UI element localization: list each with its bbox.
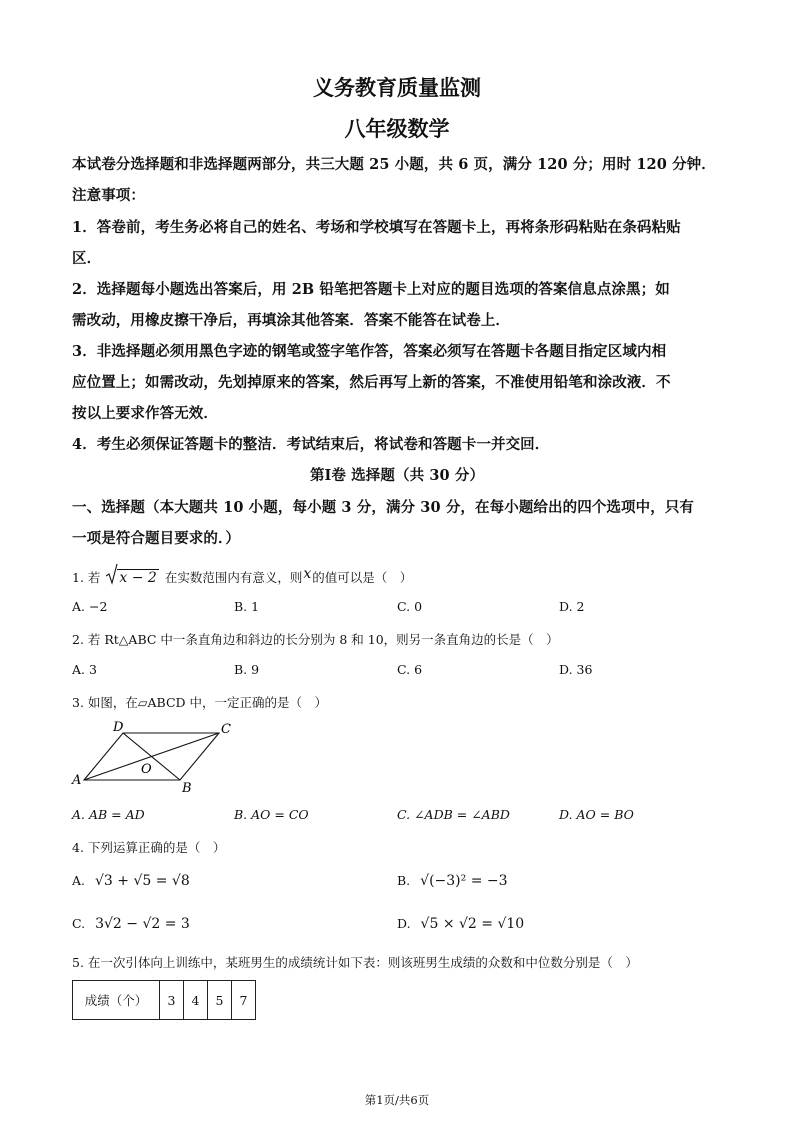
table-cell: 4 xyxy=(184,981,208,1020)
notice-3-line-3: 按以上要求作答无效． xyxy=(72,405,218,422)
section-heading: 第Ⅰ卷 选择题（共 30 分） xyxy=(309,467,485,484)
q4-option-a[interactable] xyxy=(72,873,190,889)
exam-subtitle: 八年级数学 xyxy=(344,116,450,141)
notice-1-line-2: 区． xyxy=(72,250,102,267)
notice-heading: 注意事项： xyxy=(72,187,145,204)
q2-option-a[interactable]: A. 3 xyxy=(72,662,97,677)
q3-option-d[interactable]: D. AO = BO xyxy=(559,807,634,822)
question-3: 3. 如图，在▱ABCD 中，一定正确的是（ ） xyxy=(72,695,328,710)
notice-3-line-2: 应位置上；如需改动，先划掉原来的答案，然后再写上新的答案，不准使用铅笔和涂改液．不 xyxy=(72,374,671,391)
q4-option-c-expr: 3√2 − √2 = 3 xyxy=(95,916,190,932)
question-4: 4. 下列运算正确的是（ ） xyxy=(72,840,226,855)
q1-prefix: 1. 若 xyxy=(72,570,101,585)
question-2: 2. 若 Rt△ABC 中一条直角边和斜边的长分别为 8 和 10，则另一条直角边的长是（ ） xyxy=(72,632,559,647)
q4-option-c-label: C. xyxy=(72,916,86,931)
exam-title: 义务教育质量监测 xyxy=(313,75,481,100)
q1-text-end: 的值可以是（ ） xyxy=(312,570,413,585)
q1-radicand: x − 2 xyxy=(119,570,157,586)
table-cell: 3 xyxy=(160,981,184,1020)
section-instruction-line-2: 一项是符合题目要求的．） xyxy=(72,530,240,547)
q4-option-b-expr: √(−3)² = −3 xyxy=(420,873,508,889)
notice-1-line-1: 1．答卷前，考生务必将自己的姓名、考场和学校填写在答题卡上，再将条形码粘贴在条码粘贴 xyxy=(72,219,681,236)
q4-option-b[interactable] xyxy=(397,873,508,889)
q1-option-a[interactable]: A. −2 xyxy=(72,599,108,614)
q4-option-a-label: A. xyxy=(72,873,86,888)
section-instruction-line-1: 一、选择题（本大题共 10 小题，每小题 3 分，满分 30 分，在每小题给出的四个选项中，只有 xyxy=(72,499,695,516)
q1-radical xyxy=(106,570,158,586)
q1-text: 在实数范围内有意义，则 xyxy=(164,570,303,585)
q3-option-b[interactable]: B. AO = CO xyxy=(234,807,309,822)
notice-2-line-1: 2．选择题每小题选出答案后，用 2B 铅笔把答题卡上对应的题目选项的答案信息点涂黑；如 xyxy=(72,281,670,298)
label-b: B xyxy=(182,781,192,794)
q3-option-a[interactable]: A. AB = AD xyxy=(72,807,145,822)
table-cell: 7 xyxy=(232,981,256,1020)
q1-variable: x xyxy=(303,566,312,582)
q4-option-d-label: D. xyxy=(397,916,411,931)
q3-option-c[interactable]: C. ∠ADB = ∠ABD xyxy=(397,807,510,822)
notice-4-line-1: 4．考生必须保证答题卡的整洁．考试结束后，将试卷和答题卡一并交回． xyxy=(72,436,550,453)
q1-option-d[interactable]: D. 2 xyxy=(559,599,585,614)
radical-sign-icon xyxy=(106,563,118,585)
notice-2-line-2: 需改动，用橡皮擦干净后，再填涂其他答案．答案不能答在试卷上． xyxy=(72,312,510,329)
label-a: A xyxy=(72,773,82,788)
q2-option-d[interactable]: D. 36 xyxy=(559,662,593,677)
q4-option-a-expr: √3 + √5 = √8 xyxy=(95,873,190,889)
page-footer: 第1页/共6页 xyxy=(364,1093,430,1107)
notice-3-line-1: 3．非选择题必须用黑色字迹的钢笔或签字笔作答，答案必须写在答题卡各题目指定区域内相 xyxy=(72,343,667,360)
q2-option-b[interactable]: B. 9 xyxy=(234,662,260,677)
table-header-cell: 成绩（个） xyxy=(73,981,160,1020)
q1-option-c[interactable]: C. 0 xyxy=(397,599,423,614)
intro-text: 本试卷分选择题和非选择题两部分，共三大题 25 小题，共 6 页，满分 120 分；用时 120 分钟． xyxy=(72,156,716,173)
score-table xyxy=(72,980,256,1020)
q4-option-d[interactable] xyxy=(397,916,524,932)
question-5: 5. 在一次引体向上训练中，某班男生的成绩统计如下表：则该班男生成绩的众数和中位数分别是（ ） xyxy=(72,955,638,970)
table-row xyxy=(73,981,256,1020)
q1-option-b[interactable]: B. 1 xyxy=(234,599,260,614)
q2-option-c[interactable]: C. 6 xyxy=(397,662,423,677)
label-o: O xyxy=(141,762,152,777)
table-cell: 5 xyxy=(208,981,232,1020)
q4-option-c[interactable] xyxy=(72,916,190,932)
label-c: C xyxy=(221,722,231,737)
q4-option-d-expr: √5 × √2 = √10 xyxy=(420,916,525,932)
q4-option-b-label: B. xyxy=(397,873,411,888)
parallelogram-figure xyxy=(70,718,240,794)
label-d: D xyxy=(113,720,124,735)
question-1 xyxy=(72,568,412,586)
